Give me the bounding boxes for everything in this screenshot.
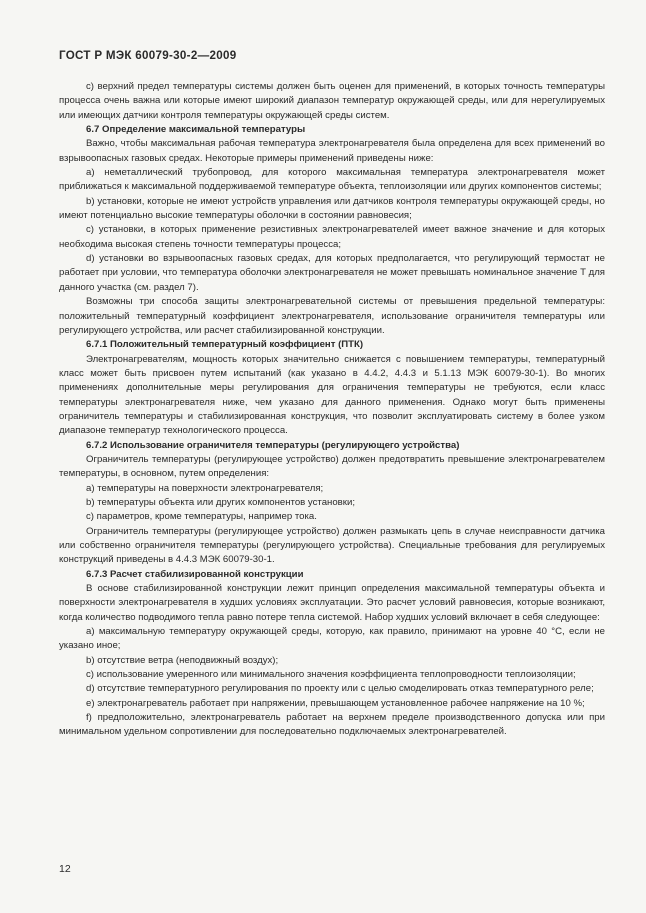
list-item: c) установки, в которых применение резистивных электронагревателей имеет важное значение и для которых необходима высокая степень точности температуры процесса; <box>59 224 605 250</box>
paragraph: Возможны три способа защиты электронагревательной системы от превышения предельной температуры: положительный температурный коэффициент электронагревателя, использование ограничителя температуры или регулирующего устройства, или расчет стабилизированной конструкции. <box>59 296 605 336</box>
list-item: d) установки во взрывоопасных газовых средах, для которых предполагается, что регулирующий термостат не работает при условии, что температура оболочки электронагревателя не может превышать номинальное значение T для данного участка (см. раздел 7). <box>59 253 605 293</box>
list-item: b) отсутствие ветра (неподвижный воздух); <box>86 654 279 666</box>
list-item: c) использование умеренного или минимального значения коэффициента теплопроводности теплоизоляции; <box>86 669 576 681</box>
paragraph: Ограничитель температуры (регулирующее устройство) должен предотвратить превышение электронагревателем температуры, в основном, путем определения: <box>59 453 605 480</box>
page-number: 12 <box>59 863 71 875</box>
section-heading: 6.7 Определение максимальной температуры <box>86 124 306 136</box>
list-item: b) установки, которые не имеют устройств управления или датчиков контроля температуры окружающей среды, но имеют потенциально высокие температуры оболочки в состоянии равновесия; <box>59 195 605 222</box>
paragraph: Ограничитель температуры (регулирующее устройство) должен размыкать цепь в случае неисправности датчика или собственно ограничителя температуры (регулирующего устройства). Специальные требования для регулируемых конструкций приведены в 4.4.3 МЭК 60079-30-1. <box>59 525 605 566</box>
list-item: a) максимальную температуру окружающей среды, которую, как правило, принимают на уровне 40 °C, если не указано иное; <box>59 626 605 652</box>
document-header: ГОСТ Р МЭК 60079-30-2—2009 <box>59 49 237 62</box>
list-item: d) отсутствие температурного регулирования по проекту или с целью смоделировать отказ температурного реле; <box>86 683 594 695</box>
section-heading: 6.7.3 Расчет стабилизированной конструкции <box>86 568 304 580</box>
paragraph: В основе стабилизированной конструкции лежит принцип определения максимальной температуры объекта и поверхности электронагревателя в худших условиях эксплуатации. Это расчет условий равновесия, которые возникают, когда количество подводимого тепла равно потере тепла системой. Набор худших условий включает в себя следующее: <box>59 583 605 623</box>
paragraph: Важно, чтобы максимальная рабочая температура электронагревателя была определена для всех применений во взрывоопасных газовых средах. Некоторые примеры применений приведены ниже: <box>59 138 605 164</box>
section-heading: 6.7.1 Положительный температурный коэффициент (ПТК) <box>86 339 364 351</box>
list-item: f) предположительно, электронагреватель работает на верхнем пределе производственного допуска или при минимальном удельном сопротивлении для последовательно подключаемых электронагревателей. <box>59 712 605 738</box>
page-body <box>59 80 605 740</box>
paragraph: Электронагревателям, мощность которых значительно снижается с повышением температуры, температурный класс может быть присвоен путем испытаний (как указано в 4.4.2, 4.4.3 и 5.1.13 МЭК 60079-30-1). Во многих применениях дополнительные меры регулирования для ограничения температуры не требуются, если класс температуры электронагревателя ниже, чем указано для данного применения. Однако могут быть применены ограничитель температуры и стабилизированная конструкция, что позволит эксплуатировать систему в более узком диапазоне температур технологического процесса. <box>59 353 605 437</box>
section-heading: 6.7.2 Использование ограничителя температуры (регулирующего устройства) <box>86 439 460 451</box>
list-item: b) температуры объекта или других компонентов установки; <box>86 496 355 508</box>
paragraph: c) верхний предел температуры системы должен быть оценен для применений, в которых точность температуры процесса очень важна или которые имеют широкий диапазон температур окружающей среды, или для нерегулируемых или имеющих датчики контроля температуры окружающей среды систем. <box>59 81 605 121</box>
list-item: e) электронагреватель работает при напряжении, превышающем установленное рабочее напряжение на 10 %; <box>86 697 585 709</box>
list-item: a) температуры на поверхности электронагревателя; <box>86 482 324 494</box>
list-item: a) неметаллический трубопровод, для которого максимальная температура электронагревателя может приближаться к максимальной поддерживаемой температуре объекта, теплоизоляции или других компонентов системы; <box>59 167 605 193</box>
list-item: c) параметров, кроме температуры, например тока. <box>86 511 317 523</box>
